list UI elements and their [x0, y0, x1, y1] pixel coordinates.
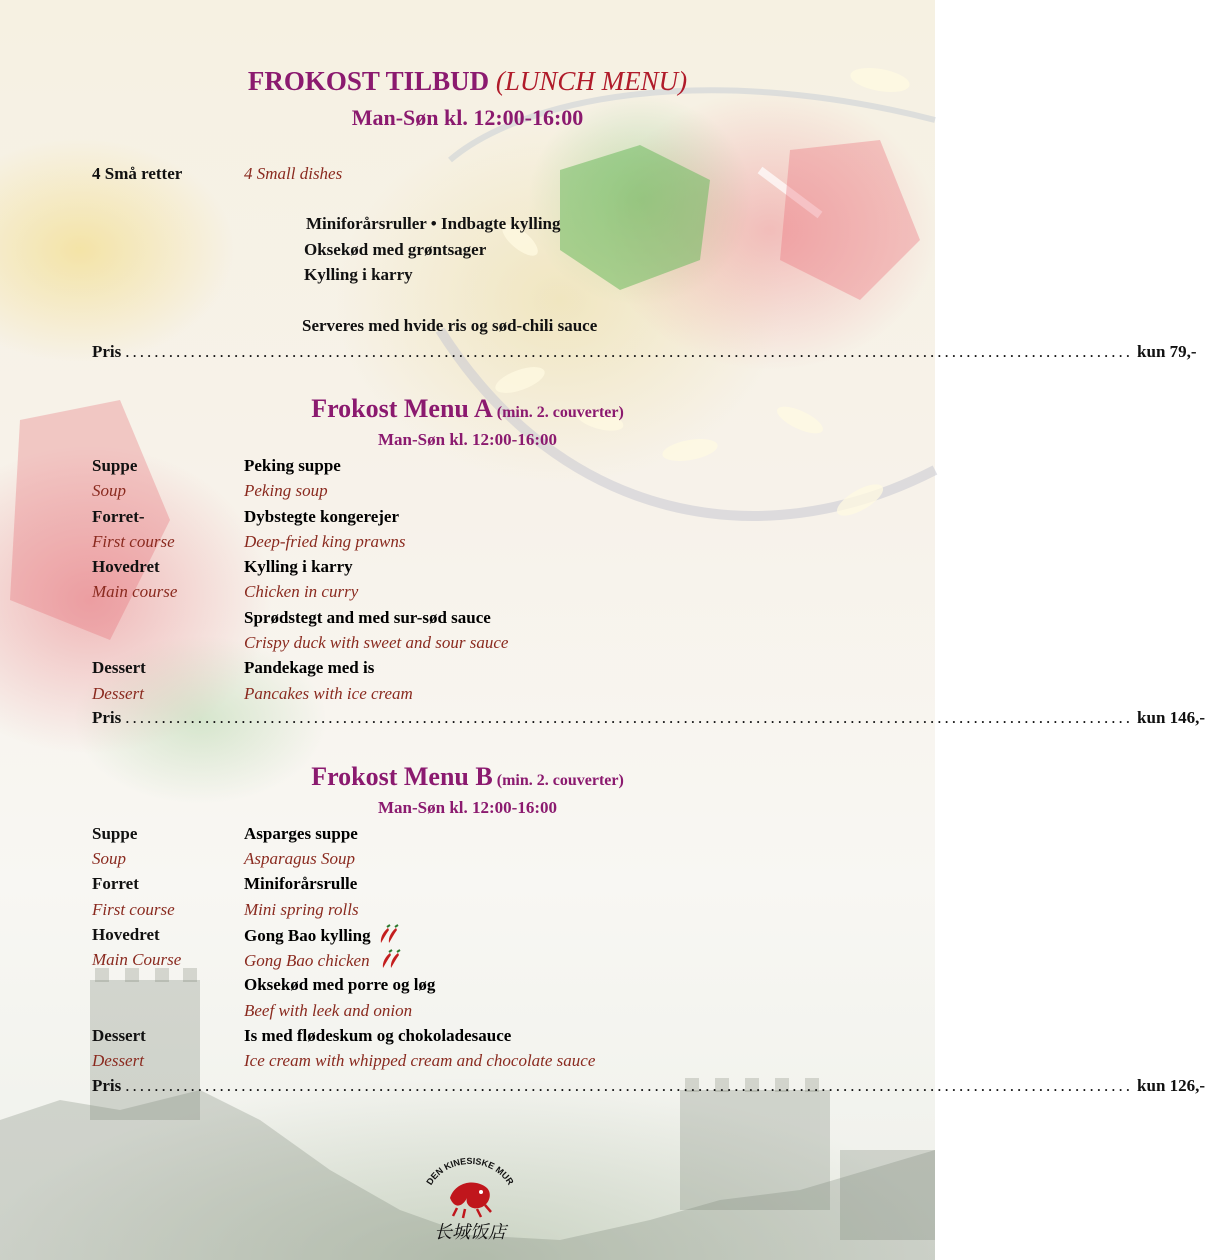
dish-name: Asparges suppe	[244, 824, 358, 843]
price-label: Pris	[92, 1076, 122, 1095]
small-dish-item: Miniforårsruller • Indbagte kylling	[306, 214, 561, 233]
dish-name: Dybstegte kongerejer	[244, 507, 400, 526]
course-label-en: First course	[92, 900, 175, 919]
dish-name-en: Gong Bao chicken	[244, 951, 370, 970]
title-danish: FROKOST TILBUD	[247, 66, 490, 96]
dish-name-en: Chicken in curry	[244, 582, 359, 601]
menu-a-hours: Man-Søn kl. 12:00-16:00	[378, 430, 557, 449]
dish-name-en: Peking soup	[244, 481, 328, 500]
price-value: kun 146,-	[1137, 708, 1205, 727]
menu-a-title: Frokost Menu A	[311, 394, 493, 423]
dish-name-en: Pancakes with ice cream	[244, 684, 413, 703]
small-dish-item: Kylling i karry	[304, 265, 413, 284]
dish-name: Kylling i karry	[244, 557, 353, 576]
course-label-en: First course	[92, 532, 175, 551]
dish-name: Miniforårsrulle	[244, 874, 358, 893]
menu-b-heading	[0, 762, 935, 792]
dish-name: Sprødstegt and med sur-sød sauce	[244, 608, 491, 627]
restaurant-logo	[405, 1150, 535, 1245]
dish-name-with-chili	[244, 925, 400, 946]
price-label: Pris	[92, 342, 122, 361]
price-leader-dots: ...........................................................................................................................................	[125, 342, 1134, 361]
logo-arc-text: DEN KINESISKE MUR	[424, 1155, 516, 1187]
served-with-note: Serveres med hvide ris og sød-chili sauce	[302, 316, 598, 335]
small-dishes-label-en: 4 Small dishes	[244, 164, 343, 183]
course-label: Dessert	[92, 658, 146, 677]
page-title	[0, 66, 935, 97]
small-dishes-label: 4 Små retter	[92, 164, 183, 183]
dish-name: Peking suppe	[244, 456, 341, 475]
course-label: Forret	[92, 874, 139, 893]
dish-name: Gong Bao kylling	[244, 926, 371, 945]
dish-name: Oksekød med porre og løg	[244, 975, 436, 994]
price-label: Pris	[92, 708, 122, 727]
price-leader-dots: ...........................................................................................................................................	[125, 1076, 1134, 1095]
course-label-en: Soup	[92, 849, 126, 868]
page-hours: Man-Søn kl. 12:00-16:00	[351, 105, 584, 130]
course-label-en: Main course	[92, 582, 178, 601]
dish-name-en: Ice cream with whipped cream and chocolate sauce	[244, 1051, 596, 1070]
course-label: Hovedret	[92, 925, 160, 944]
course-label: Suppe	[92, 456, 138, 475]
dish-name-en: Mini spring rolls	[244, 900, 359, 919]
course-label-en: Dessert	[92, 1051, 144, 1070]
dish-name-en: Beef with leek and onion	[244, 1001, 413, 1020]
dish-name-en: Asparagus Soup	[244, 849, 355, 868]
menu-b-hours: Man-Søn kl. 12:00-16:00	[378, 798, 557, 817]
title-english: (LUNCH MENU)	[495, 66, 688, 96]
course-label-en: Soup	[92, 481, 126, 500]
price-leader-dots: ...........................................................................................................................................	[125, 708, 1134, 727]
dish-name-en: Crispy duck with sweet and sour sauce	[244, 633, 509, 652]
price-value: kun 79,-	[1137, 342, 1197, 361]
menu-b-note: (min. 2. couverter)	[496, 772, 624, 789]
small-dish-item: Oksekød med grøntsager	[304, 240, 487, 259]
price-line-menu-a	[92, 708, 1205, 728]
course-label-en: Dessert	[92, 684, 144, 703]
dragon-emblem-icon	[450, 1183, 491, 1218]
menu-a-note: (min. 2. couverter)	[496, 404, 624, 421]
dish-name-en-with-chili	[244, 950, 402, 971]
dish-name: Pandekage med is	[244, 658, 375, 677]
course-label: Forret-	[92, 507, 145, 526]
menu-b-title: Frokost Menu B	[311, 762, 493, 791]
chili-pepper-icon	[380, 950, 402, 970]
menu-a-heading	[0, 394, 935, 424]
dish-name: Is med flødeskum og chokoladesauce	[244, 1026, 512, 1045]
chili-pepper-icon	[378, 925, 400, 945]
course-label: Hovedret	[92, 557, 160, 576]
logo-chinese-text: 长城饭店	[434, 1222, 506, 1243]
price-value: kun 126,-	[1137, 1076, 1205, 1095]
course-label: Suppe	[92, 824, 138, 843]
dish-name-en: Deep-fried king prawns	[244, 532, 406, 551]
course-label-en: Main Course	[92, 950, 182, 969]
course-label: Dessert	[92, 1026, 146, 1045]
price-line-small-dishes	[92, 342, 1197, 362]
price-line-menu-b	[92, 1076, 1205, 1096]
